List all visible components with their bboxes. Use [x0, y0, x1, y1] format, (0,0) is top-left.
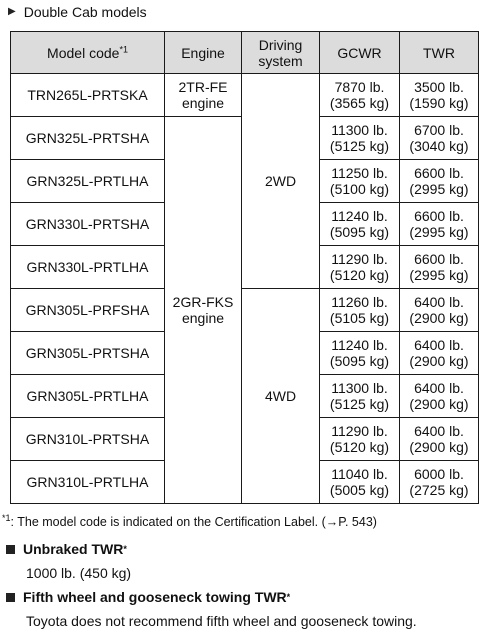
- header-driving-system: [242, 32, 320, 74]
- twr-kg: (2995 kg): [409, 267, 469, 283]
- gcwr-lb: 11250 lb.: [331, 165, 388, 181]
- twr-cell: [400, 160, 479, 203]
- gcwr-kg: (5095 kg): [329, 224, 390, 240]
- model-code-cell: GRN305L-PRFSHA: [11, 289, 165, 332]
- twr-lb: 6600 lb.: [414, 165, 464, 181]
- gcwr-kg: (5095 kg): [329, 353, 390, 369]
- twr-lb: 3500 lb.: [414, 79, 464, 95]
- header-gcwr: GCWR: [320, 32, 400, 74]
- twr-kg: (2900 kg): [409, 353, 469, 369]
- drive-system-cell: 4WD: [242, 289, 320, 504]
- model-code-cell: GRN310L-PRTSHA: [11, 418, 165, 461]
- twr-cell: [400, 375, 479, 418]
- model-code-cell: GRN305L-PRTSHA: [11, 332, 165, 375]
- header-driving-line2: system: [258, 52, 303, 69]
- twr-kg: (1590 kg): [409, 95, 469, 111]
- model-code-cell: GRN330L-PRTSHA: [11, 203, 165, 246]
- model-code-cell: TRN265L-PRTSKA: [11, 74, 165, 117]
- fifth-wheel-note: Toyota does not recommend fifth wheel and gooseneck towing.: [26, 613, 417, 629]
- gcwr-lb: 11290 lb.: [331, 251, 388, 267]
- fifth-wheel-title-text: Fifth wheel and gooseneck towing TWR: [23, 589, 287, 605]
- square-bullet-icon: [6, 545, 15, 554]
- gcwr-cell: [320, 160, 400, 203]
- header-model-code-note: *1: [119, 43, 128, 54]
- gcwr-kg: (5120 kg): [329, 267, 390, 283]
- gcwr-cell: [320, 74, 400, 117]
- gcwr-cell: [320, 117, 400, 160]
- engine-line1: 2GR-FKS: [172, 294, 234, 310]
- twr-kg: (3040 kg): [409, 138, 469, 154]
- twr-cell: [400, 289, 479, 332]
- model-code-cell: GRN325L-PRTLHA: [11, 160, 165, 203]
- footnote-marker: *1: [2, 512, 11, 523]
- gcwr-cell: [320, 332, 400, 375]
- unbraked-twr-title-text: Unbraked TWR: [23, 541, 124, 557]
- unbraked-twr-title: Unbraked TWR *: [6, 540, 127, 558]
- engine-cell: [165, 74, 242, 117]
- section-heading-text: Double Cab models: [23, 4, 147, 20]
- header-model-code-label: Model code: [47, 44, 120, 61]
- gcwr-cell: [320, 418, 400, 461]
- model-code-cell: GRN305L-PRTLHA: [11, 375, 165, 418]
- model-code-cell: GRN325L-PRTSHA: [11, 117, 165, 160]
- drive-system-cell: 2WD: [242, 74, 320, 289]
- twr-kg: (2725 kg): [409, 482, 469, 498]
- twr-cell: [400, 246, 479, 289]
- section-heading: [8, 3, 147, 21]
- engine-line2: engine: [181, 310, 225, 326]
- twr-lb: 6400 lb.: [414, 294, 464, 310]
- footnote: [2, 514, 377, 530]
- gcwr-lb: 11300 lb.: [331, 380, 388, 396]
- model-code-cell: GRN330L-PRTLHA: [11, 246, 165, 289]
- twr-kg: (2900 kg): [409, 310, 469, 326]
- twr-lb: 6400 lb.: [414, 380, 464, 396]
- triangle-right-icon: ▶: [8, 6, 16, 17]
- gcwr-cell: [320, 375, 400, 418]
- gcwr-lb: 11240 lb.: [331, 208, 388, 224]
- gcwr-lb: 11240 lb.: [331, 337, 388, 353]
- header-model-code: [11, 32, 165, 74]
- header-engine: Engine: [165, 32, 242, 74]
- square-bullet-icon: [6, 593, 15, 602]
- footnote-text: : The model code is indicated on the Certification Label. (→P. 543): [10, 515, 377, 529]
- engine-line2: engine: [181, 95, 225, 111]
- towing-spec-table: [10, 31, 479, 504]
- gcwr-lb: 11040 lb.: [331, 466, 388, 482]
- twr-lb: 6400 lb.: [414, 423, 464, 439]
- gcwr-kg: (5105 kg): [329, 310, 390, 326]
- twr-cell: [400, 117, 479, 160]
- gcwr-lb: 11290 lb.: [331, 423, 388, 439]
- twr-lb: 6700 lb.: [414, 122, 464, 138]
- gcwr-cell: [320, 289, 400, 332]
- twr-kg: (2995 kg): [409, 224, 469, 240]
- twr-kg: (2900 kg): [409, 439, 469, 455]
- gcwr-kg: (5005 kg): [329, 482, 390, 498]
- table-row: [11, 74, 479, 117]
- twr-kg: (2900 kg): [409, 396, 469, 412]
- twr-cell: [400, 203, 479, 246]
- gcwr-kg: (5100 kg): [329, 181, 390, 197]
- gcwr-kg: (5120 kg): [329, 439, 390, 455]
- table-row: [11, 289, 479, 332]
- twr-cell: [400, 332, 479, 375]
- gcwr-lb: 11300 lb.: [331, 122, 388, 138]
- fifth-wheel-title: Fifth wheel and gooseneck towing TWR *: [6, 588, 290, 606]
- unbraked-twr-value: 1000 lb. (450 kg): [26, 565, 132, 581]
- twr-lb: 6600 lb.: [414, 208, 464, 224]
- header-driving-line1: Driving: [258, 36, 303, 53]
- header-twr: TWR: [400, 32, 479, 74]
- table-header-row: [11, 32, 479, 74]
- model-code-cell: GRN310L-PRTLHA: [11, 461, 165, 504]
- twr-cell: [400, 74, 479, 117]
- gcwr-cell: [320, 203, 400, 246]
- engine-line1: 2TR-FE: [178, 79, 228, 95]
- twr-lb: 6000 lb.: [414, 466, 464, 482]
- gcwr-kg: (3565 kg): [329, 95, 390, 111]
- twr-kg: (2995 kg): [409, 181, 469, 197]
- twr-lb: 6600 lb.: [414, 251, 464, 267]
- gcwr-lb: 11260 lb.: [331, 294, 388, 310]
- gcwr-kg: (5125 kg): [329, 396, 390, 412]
- gcwr-kg: (5125 kg): [329, 138, 390, 154]
- gcwr-cell: [320, 461, 400, 504]
- engine-cell: [165, 117, 242, 504]
- twr-lb: 6400 lb.: [414, 337, 464, 353]
- gcwr-lb: 7870 lb.: [334, 79, 385, 95]
- twr-cell: [400, 461, 479, 504]
- twr-cell: [400, 418, 479, 461]
- gcwr-cell: [320, 246, 400, 289]
